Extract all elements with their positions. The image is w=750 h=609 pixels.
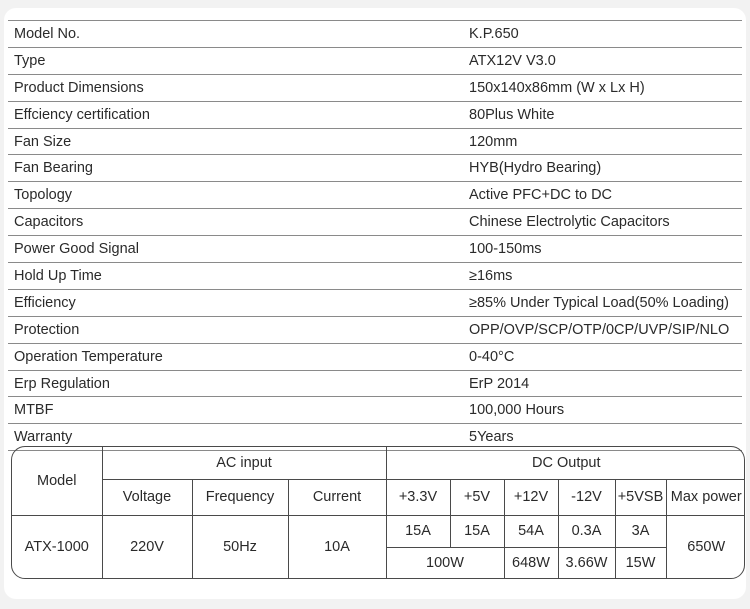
dc-combined-3v3-5v-watts: 100W: [386, 547, 504, 578]
spec-label: Warranty: [14, 429, 73, 446]
model-value: ATX-1000: [12, 515, 102, 578]
spec-label: Efficiency: [14, 294, 76, 311]
dc-col-3v3: +3.3V: [386, 479, 450, 515]
dc-neg12v-watts: 3.66W: [558, 547, 615, 578]
spec-label: Power Good Signal: [14, 241, 139, 258]
ac-col-frequency: Frequency: [192, 479, 288, 515]
spec-row: [8, 263, 742, 290]
spec-row: [8, 344, 742, 371]
spec-row: [8, 129, 742, 156]
spec-value: ErP 2014: [469, 375, 530, 392]
dc-col-12v: +12V: [504, 479, 558, 515]
spec-value: 100-150ms: [469, 241, 542, 258]
dc-output-header: DC Output: [386, 447, 745, 479]
dc-5vsb-current: 3A: [615, 515, 666, 547]
spec-label: Capacitors: [14, 214, 84, 231]
spec-value: Chinese Electrolytic Capacitors: [469, 214, 670, 231]
spec-value: 5Years: [469, 429, 514, 446]
spec-label: Fan Size: [14, 133, 72, 150]
dc-12v-watts: 648W: [504, 547, 558, 578]
dc-col-5v: +5V: [450, 479, 504, 515]
max-power-header: Max power: [666, 479, 745, 515]
dc-col-5vsb: +5VSB: [615, 479, 666, 515]
spec-value: HYB(Hydro Bearing): [469, 160, 602, 177]
spec-value: OPP/OVP/SCP/OTP/0CP/UVP/SIP/NLO: [469, 321, 730, 338]
spec-value: 80Plus White: [469, 106, 555, 123]
dc-12v-current: 54A: [504, 515, 558, 547]
spec-row: [8, 236, 742, 263]
spec-value: 150x140x86mm (W x Lx H): [469, 79, 645, 96]
spec-label: Effciency certification: [14, 106, 150, 123]
spec-row: [8, 209, 742, 236]
spec-value: ≥85% Under Typical Load(50% Loading): [469, 294, 729, 311]
spec-table: [8, 20, 742, 451]
spec-label: Product Dimensions: [14, 79, 144, 96]
dc-5v-current: 15A: [450, 515, 504, 547]
spec-row: [8, 182, 742, 209]
spec-row: [8, 155, 742, 182]
spec-label: Erp Regulation: [14, 375, 110, 392]
dc-3v3-current: 15A: [386, 515, 450, 547]
ac-frequency-value: 50Hz: [192, 515, 288, 578]
model-header: Model: [12, 447, 102, 515]
spec-row: [8, 48, 742, 75]
ac-input-header: AC input: [102, 447, 386, 479]
spec-value: 100,000 Hours: [469, 402, 565, 419]
spec-row: [8, 290, 742, 317]
ac-col-voltage: Voltage: [102, 479, 192, 515]
spec-row: [8, 317, 742, 344]
spec-label: Type: [14, 52, 46, 69]
ac-col-current: Current: [288, 479, 386, 515]
spec-row: [8, 75, 742, 102]
ac-current-value: 10A: [288, 515, 386, 578]
dc-col-neg12v: -12V: [558, 479, 615, 515]
spec-row: [8, 397, 742, 424]
spec-row: [8, 20, 742, 48]
spec-label: Protection: [14, 321, 80, 338]
max-power-value: 650W: [666, 515, 745, 578]
spec-value: Active PFC+DC to DC: [469, 187, 613, 204]
spec-value: 0-40°C: [469, 348, 515, 365]
spec-label: Model No.: [14, 26, 81, 42]
ac-voltage-value: 220V: [102, 515, 192, 578]
dc-5vsb-watts: 15W: [615, 547, 666, 578]
spec-value: 120mm: [469, 133, 518, 150]
spec-label: Operation Temperature: [14, 348, 163, 365]
spec-label: MTBF: [14, 402, 54, 419]
spec-label: Fan Bearing: [14, 160, 93, 177]
spec-row: [8, 371, 742, 398]
spec-label: Hold Up Time: [14, 268, 102, 285]
spec-value: K.P.650: [469, 26, 519, 42]
spec-value: ≥16ms: [469, 268, 513, 285]
dc-neg12v-current: 0.3A: [558, 515, 615, 547]
spec-value: ATX12V V3.0: [469, 52, 556, 69]
spec-row: [8, 102, 742, 129]
spec-label: Topology: [14, 187, 73, 204]
power-spec-table: [11, 446, 745, 579]
